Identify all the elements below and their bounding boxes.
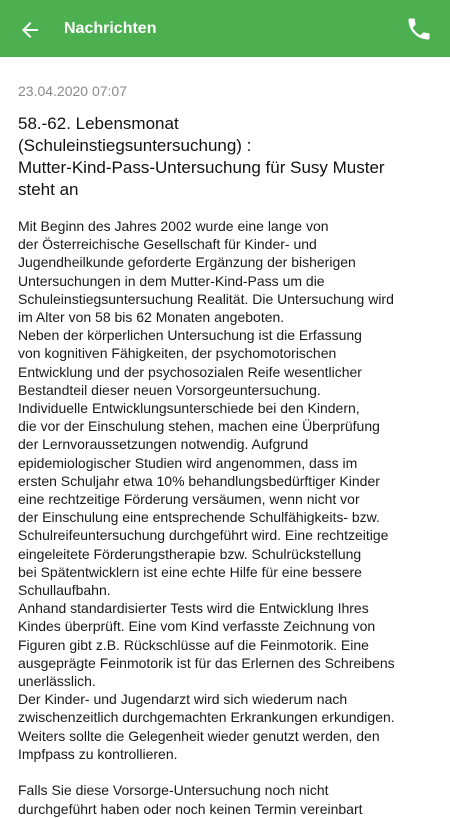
back-button[interactable] [10, 10, 50, 48]
message-timestamp: 23.04.2020 07:07 [18, 83, 127, 99]
message-body: Mit Beginn des Jahres 2002 wurde eine lange von der Österreichische Gesellschaft für Kinder- und Jugendheilkunde geforderte Ergänzung der bisherigen Untersuchungen in dem Mutter-Kind-Pass um die Schuleinstiegsuntersuchung Realität. Die Untersuchung wird im Alter von 58 bis 62 Monaten angeboten. Neben der körperlichen Untersuchung ist die Erfassung von kognitiven Fähigkeiten, der psychomotorischen Entwicklung und der psychosozialen Reife wesentlicher Bestandteil dieser neuen Vorsorgeuntersuchung. Individuelle Entwicklungsunterschiede bei den Kindern, die vor der Einschulung stehen, machen eine Überprüfung der Lernvoraussetzungen notwendig. Aufgrund epidemiologischer Studien wird angenommen, dass im ersten Schuljahr etwa 10% behandlungsbedürftiger Kinder eine rechtzeitige Förderung versäumen, wenn nicht vor der Einschulung eine entsprechende Schulfähigkeits- bzw. Schulreifeuntersuchung durchgeführt wird. Eine rechtzeitige eingeleitete Förderungstherapie bzw. Schulrückstellung bei Spätentwicklern ist eine echte Hilfe für eine bessere Schullaufbahn. Anhand standardisierter Tests wird die Entwicklung Ihres Kindes überprüft. Eine vom Kind verfasste Zeichnung von Figuren gibt z.B. Rückschlüsse auf die Feinmotorik. Eine ausgeprägte Feinmotorik ist für das Erlernen des Schreibens unerlässlich. Der Kinder- und Jugendarzt wird sich wiederum nach zwischenzeitlich durchgemachten Erkrankungen erkundigen. Weiters sollte die Gelegenheit wieder genutzt werden, den Impfpass zu kontrollieren. Falls Sie diese Vorsorge-Untersuchung noch nicht durchgeführt haben oder noch keinen Termin vereinbart [18, 218, 395, 817]
page-title: Nachrichten [64, 20, 157, 37]
phone-icon [405, 15, 433, 43]
message-title: 58.-62. Lebensmonat (Schuleinstiegsuntersuchung) : Mutter-Kind-Pass-Untersuchung für Susy Muster steht an [18, 114, 385, 199]
call-button[interactable] [402, 12, 436, 46]
message-detail [18, 57, 438, 818]
app-bar [0, 0, 450, 57]
arrow-left-icon [18, 18, 42, 42]
